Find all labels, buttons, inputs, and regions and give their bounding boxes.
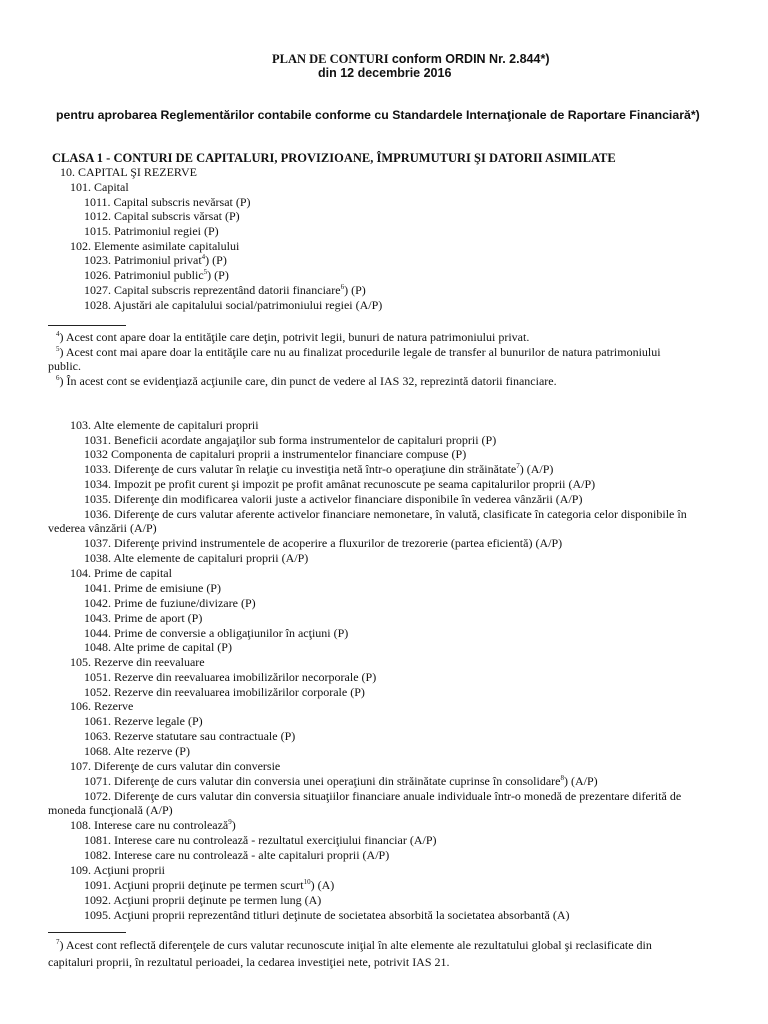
account-line: 1072. Diferenţe de curs valutar din conversia situaţiilor financiare anuale individuale într-o monedă de prezentare diferită de <box>84 789 682 803</box>
footnote-ref: 4 <box>201 253 206 261</box>
footnote: public. <box>48 359 81 373</box>
account-line: 1023. Patrimoniul privat$^4$) (P) <box>84 253 227 267</box>
account-line: 1063. Rezerve statutare sau contractuale (P) <box>84 729 296 743</box>
account-line: 105. Rezerve din reevaluare <box>70 655 205 669</box>
footnote: $^5$) Acest cont mai apare doar la entităţile care nu au finalizat procedurile legale de transfer al bunurilor de natura patrimoniului <box>56 345 661 359</box>
doc-title-line2: din 12 decembrie 2016 <box>318 66 452 80</box>
account-line: 104. Prime de capital <box>70 566 172 580</box>
account-line: 103. Alte elemente de capitaluri proprii <box>70 418 259 432</box>
account-line: 1042. Prime de fuziune/divizare (P) <box>84 596 256 610</box>
account-line: 1061. Rezerve legale (P) <box>84 714 203 728</box>
footnote-separator <box>48 932 126 933</box>
account-line: 1037. Diferenţe privind instrumentele de acoperire a fluxurilor de trezorerie (partea eficientă) (A/P) <box>84 536 563 550</box>
account-line: 1082. Interese care nu controlează - alte capitaluri proprii (A/P) <box>84 848 390 862</box>
account-line: 1091. Acţiuni proprii deţinute pe termen scurt$^{10}$) (A) <box>84 878 335 892</box>
class-title: CLASA 1 - CONTURI DE CAPITALURI, PROVIZIOANE, ÎMPRUMUTURI ŞI DATORII ASIMILATE <box>52 151 616 165</box>
account-line: 1026. Patrimoniul public$^5$) (P) <box>84 268 229 282</box>
doc-title-line1 <box>272 52 550 66</box>
footnote-separator <box>48 325 126 326</box>
doc-title-part-b: conform <box>391 52 442 66</box>
account-line: 1028. Ajustări ale capitalului social/patrimoniului regiei (A/P) <box>84 298 383 312</box>
doc-title-part-a: PLAN DE CONTURI <box>272 52 392 66</box>
account-line: 1052. Rezerve din reevaluarea imobilizărilor corporale (P) <box>84 685 365 699</box>
account-line: 1027. Capital subscris reprezentând datorii financiare$^6$) (P) <box>84 283 366 297</box>
account-line: 1038. Alte elemente de capitaluri proprii (A/P) <box>84 551 309 565</box>
doc-subtitle: pentru aprobarea Reglementărilor contabile conforme cu Standardele Internaţionale de Raportare Financiară*) <box>56 108 700 122</box>
account-line: 1044. Prime de conversie a obligaţiunilor în acţiuni (P) <box>84 626 349 640</box>
account-line: 1071. Diferenţe de curs valutar din conversia unei operaţiuni din străinătate cuprinse în consolidare$^8$) (A/P) <box>84 774 598 788</box>
account-line: 10. CAPITAL ŞI REZERVE <box>60 165 197 179</box>
footnote: $^7$) Acest cont reflectă diferenţele de curs valutar recunoscute iniţial în alte elemente ale rezultatului global şi reclasificate din <box>56 938 652 952</box>
footnote-ref: 9 <box>228 818 232 826</box>
account-line: 107. Diferenţe de curs valutar din conversie <box>70 759 281 773</box>
account-line: 1051. Rezerve din reevaluarea imobilizărilor necorporale (P) <box>84 670 377 684</box>
account-line: vederea vânzării (A/P) <box>48 521 157 535</box>
account-line: 101. Capital <box>70 180 129 194</box>
account-line: 1011. Capital subscris nevărsat (P) <box>84 195 251 209</box>
account-line: 1032 Componenta de capitaluri proprii a instrumentelor financiare compuse (P) <box>84 447 467 461</box>
footnote-ref: 7 <box>516 462 520 470</box>
account-line: 1081. Interese care nu controlează - rezultatul exerciţiului financiar (A/P) <box>84 833 437 847</box>
footnote-ref: 6 <box>340 283 345 291</box>
account-line: moneda funcţională (A/P) <box>48 803 173 817</box>
footnote: capitaluri proprii, în rezultatul perioadei, la cedarea investiţiei nete, potrivit IAS 21. <box>48 955 450 969</box>
account-line: 102. Elemente asimilate capitalului <box>70 239 240 253</box>
account-line: 1015. Patrimoniul regiei (P) <box>84 224 219 238</box>
account-line: 1035. Diferenţe din modificarea valorii juste a activelor financiare disponibile în vederea vânzării (A/P) <box>84 492 583 506</box>
account-line: 1033. Diferenţe de curs valutar în relaţie cu investiţia netă într-o operaţiune din străinătate$^7$) (A/P) <box>84 462 554 476</box>
account-line: 1041. Prime de emisiune (P) <box>84 581 221 595</box>
account-line: 1012. Capital subscris vărsat (P) <box>84 209 240 223</box>
account-line: 108. Interese care nu controlează$^9$) <box>70 818 236 832</box>
doc-title-part-c: ORDIN Nr. 2.844*) <box>441 52 550 66</box>
account-line: 109. Acţiuni proprii <box>70 863 165 877</box>
footnote-ref: 8 <box>560 774 565 782</box>
account-line: 106. Rezerve <box>70 699 134 713</box>
footnote-ref: 5 <box>203 268 208 276</box>
account-line: 1092. Acţiuni proprii deţinute pe termen lung (A) <box>84 893 322 907</box>
footnote: $^6$) În acest cont se evidenţiază acţiunile care, din punct de vedere al IAS 32, reprezintă datorii financiare. <box>56 374 557 388</box>
account-line: 1034. Impozit pe profit curent şi impozit pe profit amânat recunoscute pe seama capitalurilor proprii (A/P) <box>84 477 596 491</box>
account-line: 1043. Prime de aport (P) <box>84 611 203 625</box>
account-line: 1068. Alte rezerve (P) <box>84 744 190 758</box>
account-line: 1031. Beneficii acordate angajaţilor sub forma instrumentelor de capitaluri proprii (P) <box>84 433 497 447</box>
account-line: 1048. Alte prime de capital (P) <box>84 640 232 654</box>
account-line: 1036. Diferenţe de curs valutar aferente activelor financiare nemonetare, în valută, clasificate în categoria celor disponibile în <box>84 507 687 521</box>
footnote-ref: 10 <box>303 878 311 886</box>
footnote: $^4$) Acest cont apare doar la entităţile care deţin, potrivit legii, bunuri de natura patrimoniului privat. <box>56 330 530 344</box>
account-line: 1095. Acţiuni proprii reprezentând titluri deţinute de societatea absorbită la societatea absorbantă (A) <box>84 908 570 922</box>
